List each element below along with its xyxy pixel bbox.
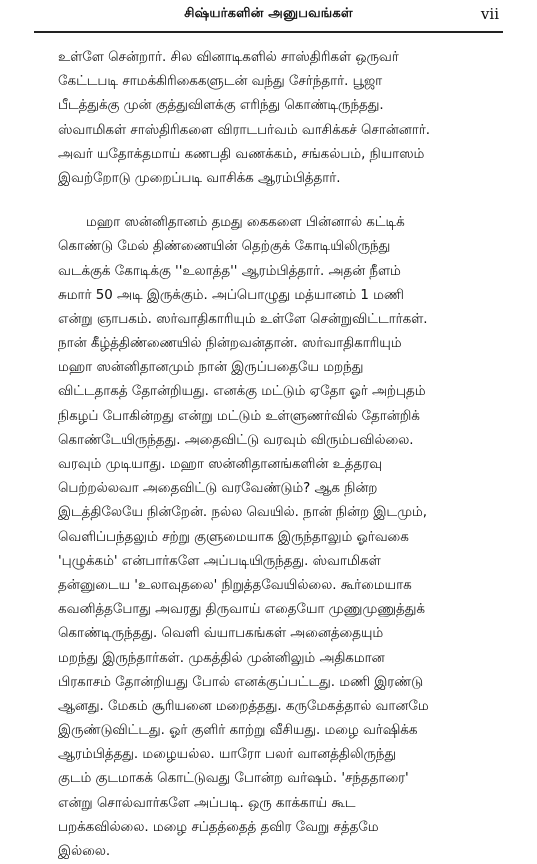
- text-line: இல்லை.: [58, 844, 111, 859]
- text-line: வரவும் முடியாது. மஹா ஸன்னிதானங்களின் உத்தரவு: [58, 457, 382, 472]
- text-line: இருண்டுவிட்டது. ஓர் குளிர் காற்று வீசியது. மழை வர்ஷிக்க: [58, 723, 418, 739]
- text-line: மஹா ஸன்னிதானம் தமது கைகளை பின்னால் கட்டிக்: [86, 215, 405, 231]
- text-line: பிரகாசம் தோன்றியது போல் எனக்குப்பட்டது. மணி இரண்டு: [58, 674, 424, 690]
- text-line: அவர் யதோக்தமாய் கணபதி வணக்கம், சங்கல்பம், நியாஸம்: [58, 146, 425, 162]
- text-line: 'புழுக்கம்' என்பார்களே அப்படியிருந்தது. ஸ்வாமிகள்: [58, 553, 381, 569]
- text-line: கொண்டிருந்தது. வெளி வ்யாபகங்கள் அனைத்தையும்: [58, 626, 384, 642]
- text-line: தன்னுடைய 'உலாவுதலை' நிறுத்தவேயில்லை. கூர்மையாக: [58, 577, 412, 593]
- text-line: இவற்றோடு முறைப்படி வாசிக்க ஆரம்பித்தார்.: [58, 170, 341, 186]
- text-line: குடம் குடமாகக் கொட்டுவது போன்ற வர்ஷம். 'சந்ததாரை': [58, 771, 409, 787]
- text-line: உள்ளே சென்றார். சில வினாடிகளில் சாஸ்திரிகள் ஒருவர்: [58, 50, 399, 65]
- text-line: மறந்து இருந்தார்கள். முகத்தில் முன்னிலும் அதிகமான: [58, 650, 385, 666]
- text-line: பெற்றல்லவா அதைவிட்டு வரவேண்டும்? ஆக நின்ற: [58, 481, 378, 497]
- body-text: [58, 46, 498, 864]
- header-rule: [34, 31, 503, 33]
- page-number: vii: [480, 5, 499, 23]
- text-line: என்று சொல்வார்களே அப்படி. ஒரு காக்காய் கூட: [58, 795, 356, 811]
- text-line: கொண்டு மேல் திண்ணையின் தெற்குக் கோடியிலிருந்து: [58, 239, 391, 255]
- running-title: சிஷ்யர்களின் அனுபவங்கள்: [184, 6, 353, 21]
- paragraph: [58, 211, 498, 864]
- page-header: [0, 0, 537, 34]
- text-line: ஸ்வாமிகள் சாஸ்திரிகளை விராடபர்வம் வாசிக்கச் சொன்னார்.: [58, 122, 431, 138]
- text-line: ஆனது. மேகம் சூரியனை மறைத்தது. கருமேகத்தால் வானமே: [58, 698, 429, 714]
- text-line: கவனித்தபோது அவரது திருவாய் எதையோ முணுமுணுத்துக்: [58, 602, 425, 618]
- text-line: சுமார் 50 அடி இருக்கும். அப்பொழுது மத்யானம் 1 மணி: [58, 287, 404, 303]
- text-line: பீடத்துக்கு முன் குத்துவிளக்கு எரிந்து கொண்டிருந்தது.: [58, 98, 384, 114]
- text-line: கேட்டபடி சாமக்கிரிகைகளுடன் வந்து சேர்ந்தார். பூஜா: [58, 74, 383, 90]
- text-line: பறக்கவில்லை. மழை சப்தத்தைத் தவிர வேறு சத்தமே: [58, 819, 379, 835]
- text-line: விட்டதாகத் தோன்றியது. எனக்கு மட்டும் ஏதோ ஓர் அற்புதம்: [58, 384, 426, 400]
- paragraph: [58, 46, 498, 191]
- text-line: நிகழப் போகின்றது என்று மட்டும் உள்ளுணர்வில் தோன்றிக்: [58, 408, 420, 424]
- text-line: நான் கீழ்த்திண்ணையில் நின்றவன்தான். ஸர்வாதிகாரியும்: [58, 336, 402, 352]
- text-line: கொண்டேயிருந்தது. அதைவிட்டு வரவும் விரும்பவில்லை.: [58, 432, 414, 448]
- text-line: இடத்திலேயே நின்றேன். நல்ல வெயில். நான் நின்ற இடமும்,: [58, 505, 427, 521]
- text-line: வடக்குக் கோடிக்கு ''உலாத்த'' ஆரம்பித்தார். அதன் நீளம்: [58, 263, 401, 279]
- text-line: ஆரம்பித்தது. மழையல்ல. யாரோ பலர் வானத்திலிருந்து: [58, 747, 397, 763]
- text-line: மஹா ஸன்னிதானமும் நான் இருப்பதையே மறந்து: [58, 360, 364, 376]
- text-line: வெளிப்பந்தலும் சற்று குளுமையாக இருந்தாலும் ஓர்வகை: [58, 529, 409, 545]
- paragraph-gap: [58, 191, 498, 211]
- text-line: என்று ஞாபகம். ஸர்வாதிகாரியும் உள்ளே சென்றுவிட்டார்கள்.: [58, 311, 428, 327]
